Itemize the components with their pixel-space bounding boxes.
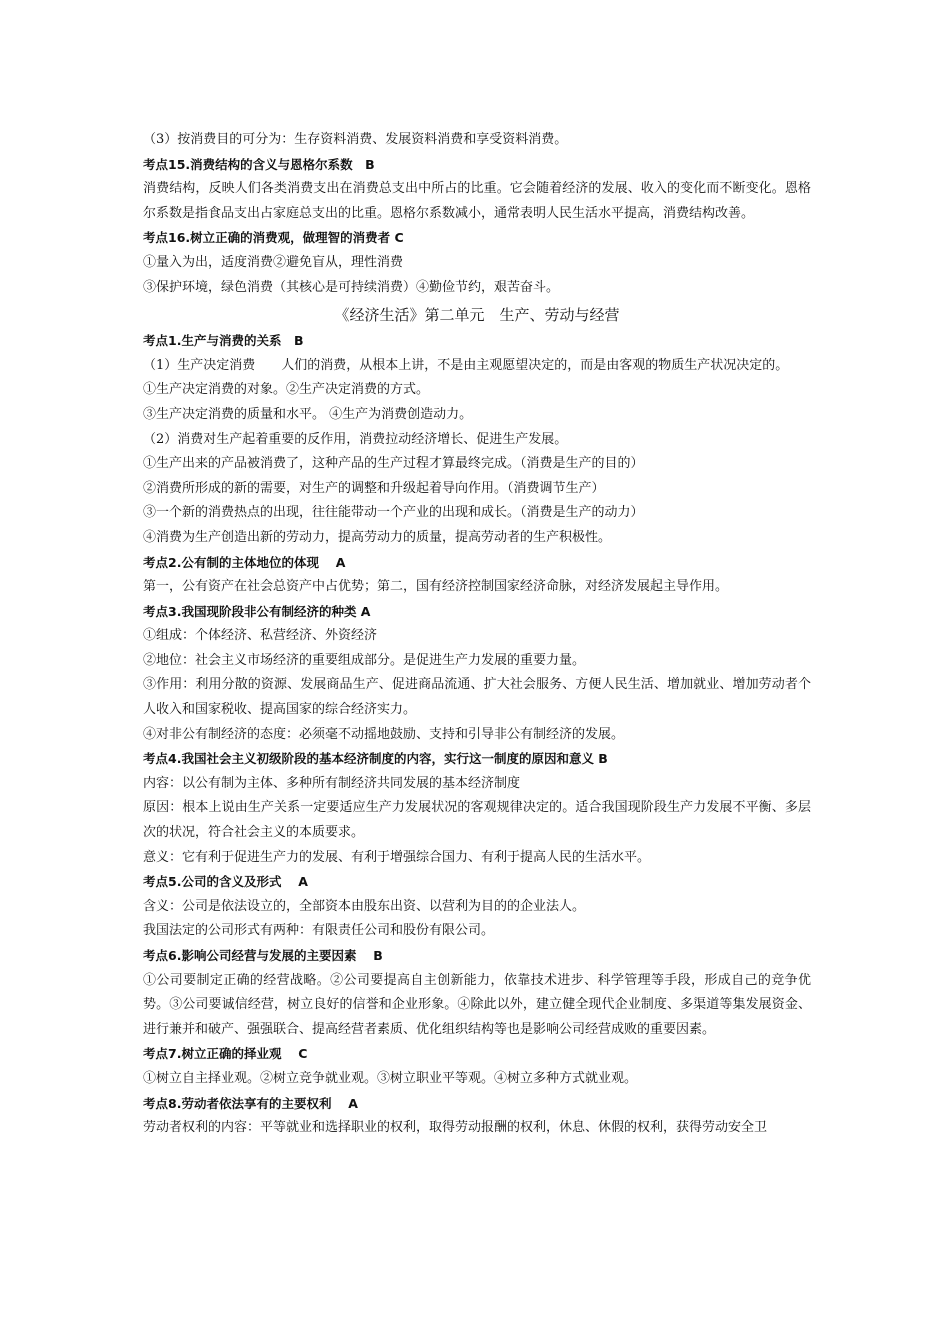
text-line: ①量入为出，适度消费②避免盲从，理性消费 <box>143 254 404 270</box>
section-heading: 考点3.我国现阶段非公有制经济的种类 A <box>143 603 371 619</box>
text-line: （3）按消费目的可分为：生存资料消费、发展资料消费和享受资料消费。 <box>143 132 568 147</box>
text-line: ②地位：社会主义市场经济的重要组成部分。是促进生产力发展的重要力量。 <box>143 652 586 668</box>
text-line: ③作用：利用分散的资源、发展商品生产、促进商品流通、扩大社会服务、方便人民生活、增加就业、增加劳动者个人收入和国家税收、提高国家的综合经济实力。 <box>143 677 811 718</box>
section-heading: 考点7.树立正确的择业观 C <box>143 1046 308 1062</box>
text-line: （1）生产决定消费 人们的消费，从根本上讲，不是由主观愿望决定的，而是由客观的物质生产状况决定的。 <box>143 357 789 373</box>
text-line: ④对非公有制经济的态度：必须毫不动摇地鼓励、支持和引导非公有制经济的发展。 <box>143 726 625 742</box>
text-line: ③保护环境，绿色消费（其核心是可持续消费）④勤俭节约，艰苦奋斗。 <box>143 279 560 295</box>
section-heading: 考点6.影响公司经营与发展的主要因素 B <box>143 948 383 963</box>
section-heading: 考点1.生产与消费的关系 B <box>143 333 304 349</box>
unit-title: 《经济生活》第二单元 生产、劳动与经营 <box>334 306 620 325</box>
section-heading: 考点5.公司的含义及形式 A <box>143 874 308 890</box>
text-line: 内容：以公有制为主体、多种所有制经济共同发展的基本经济制度 <box>143 775 521 791</box>
text-line: ①树立自主择业观。②树立竞争就业观。③树立职业平等观。④树立多种方式就业观。 <box>143 1070 638 1086</box>
text-line: 意义：它有利于促进生产力的发展、有利于增强综合国力、有利于提高人民的生活水平。 <box>143 849 651 865</box>
section-heading: 考点4.我国社会主义初级阶段的基本经济制度的内容，实行这一制度的原因和意义 B <box>143 751 608 767</box>
text-line: ①生产出来的产品被消费了，这种产品的生产过程才算最终完成。（消费是生产的目的） <box>143 456 644 472</box>
section-heading: 考点8.劳动者依法享有的主要权利 A <box>143 1095 358 1111</box>
text-line: ①公司要制定正确的经营战略。②公司要提高自主创新能力，依靠技术进步、科学管理等手段，形成自己的竞争优势。③公司要诚信经营，树立良好的信誉和企业形象。④除此以外，建立健全现代企业制度、多渠道等集发展资金、进行兼并和破产、强强联合、提高经营者素质、优化组织结构等也是影响公司经营成败的重要因素。 <box>143 972 811 1037</box>
text-line: ①生产决定消费的对象。②生产决定消费的方式。 <box>143 382 430 398</box>
text-line: ③生产决定消费的质量和水平。 ④生产为消费创造动力。 <box>143 406 473 422</box>
text-line: ①组成：个体经济、私营经济、外资经济 <box>143 628 378 644</box>
text-line: ②消费所形成的新的需要，对生产的调整和升级起着导向作用。（消费调节生产） <box>143 480 605 496</box>
text-line: 我国法定的公司形式有两种：有限责任公司和股份有限公司。 <box>143 923 495 939</box>
section-heading: 考点15.消费结构的含义与恩格尔系数 B <box>143 156 375 172</box>
text-line: ③一个新的消费热点的出现，往往能带动一个产业的出现和成长。（消费是生产的动力） <box>143 505 644 521</box>
text-line: 含义：公司是依法设立的，全部资本由股东出资、以营利为目的的企业法人。 <box>143 898 586 914</box>
text-line: 消费结构，反映人们各类消费支出在消费总支出中所占的比重。它会随着经济的发展、收入的变化而不断变化。恩格尔系数是指食品支出占家庭总支出的比重。恩格尔系数减小，通常表明人民生活水平提高，消费结构改善。 <box>143 181 811 221</box>
section-heading: 考点16.树立正确的消费观，做理智的消费者 C <box>143 230 404 246</box>
text-line: 第一，公有资产在社会总资产中占优势；第二，国有经济控制国家经济命脉，对经济发展起主导作用。 <box>143 579 729 595</box>
document-page <box>143 128 811 1141</box>
text-line: 劳动者权利的内容：平等就业和选择职业的权利，取得劳动报酬的权利，休息、休假的权利，获得劳动安全卫 <box>143 1120 768 1136</box>
text-line: ④消费为生产创造出新的劳动力，提高劳动力的质量，提高劳动者的生产积极性。 <box>143 529 612 545</box>
text-line: （2）消费对生产起着重要的反作用，消费拉动经济增长、促进生产发展。 <box>143 431 568 447</box>
text-line: 原因：根本上说由生产关系一定要适应生产力发展状况的客观规律决定的。适合我国现阶段生产力发展不平衡、多层次的状况，符合社会主义的本质要求。 <box>143 800 811 841</box>
section-heading: 考点2.公有制的主体地位的体现 A <box>143 554 346 570</box>
